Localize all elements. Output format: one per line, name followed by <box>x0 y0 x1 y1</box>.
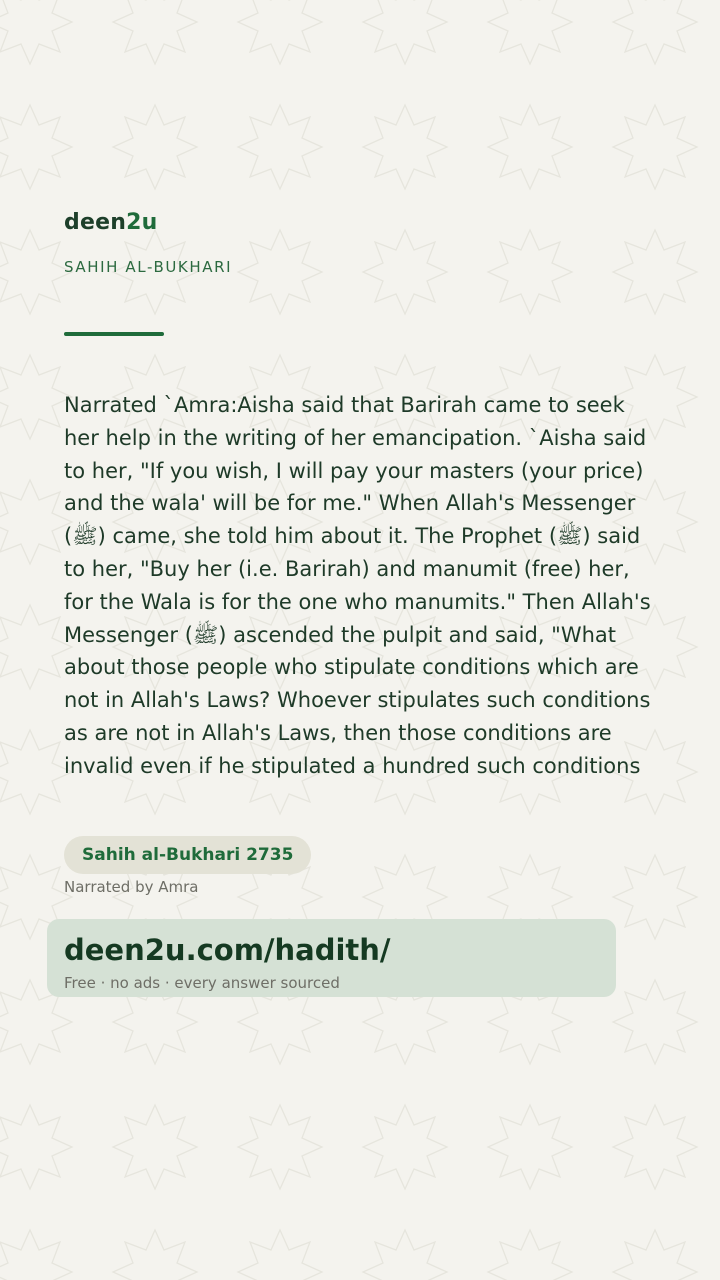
hadith-text: Narrated `Amra:Aisha said that Barirah came to seek her help in the writing of her emancipation. `Aisha said to her, "If you wish, I will pay your masters (your price) and the wala' will be for me." When Allah's Messenger (ﷺ) came, she told him about it. The Prophet (ﷺ) said to her, "Buy her (i.e. Barirah) and manumit (free) her, for the Wala is for the one who manumits." Then Allah's Messenger (ﷺ) ascended the pulpit and said, "What about those people who stipulate conditions which are not in Allah's Laws? Whoever stipulates such conditions as are not in Allah's Laws, then those conditions are invalid even if he stipulated a hundred such conditions <box>64 393 651 778</box>
narrator-label: Narrated by Amra <box>64 878 199 896</box>
brand-name-prefix: deen <box>64 210 127 235</box>
cta-tagline: Free · no ads · every answer sourced <box>64 974 340 992</box>
reference-badge: Sahih al-Bukhari 2735 <box>64 836 311 874</box>
brand-logo <box>64 210 157 235</box>
cta-url[interactable]: deen2u.com/hadith/ <box>64 933 391 967</box>
collection-label: SAHIH AL-BUKHARI <box>64 258 233 276</box>
cta-link-card[interactable] <box>47 919 616 997</box>
divider <box>64 332 164 336</box>
brand-name-accent: 2u <box>126 210 158 235</box>
